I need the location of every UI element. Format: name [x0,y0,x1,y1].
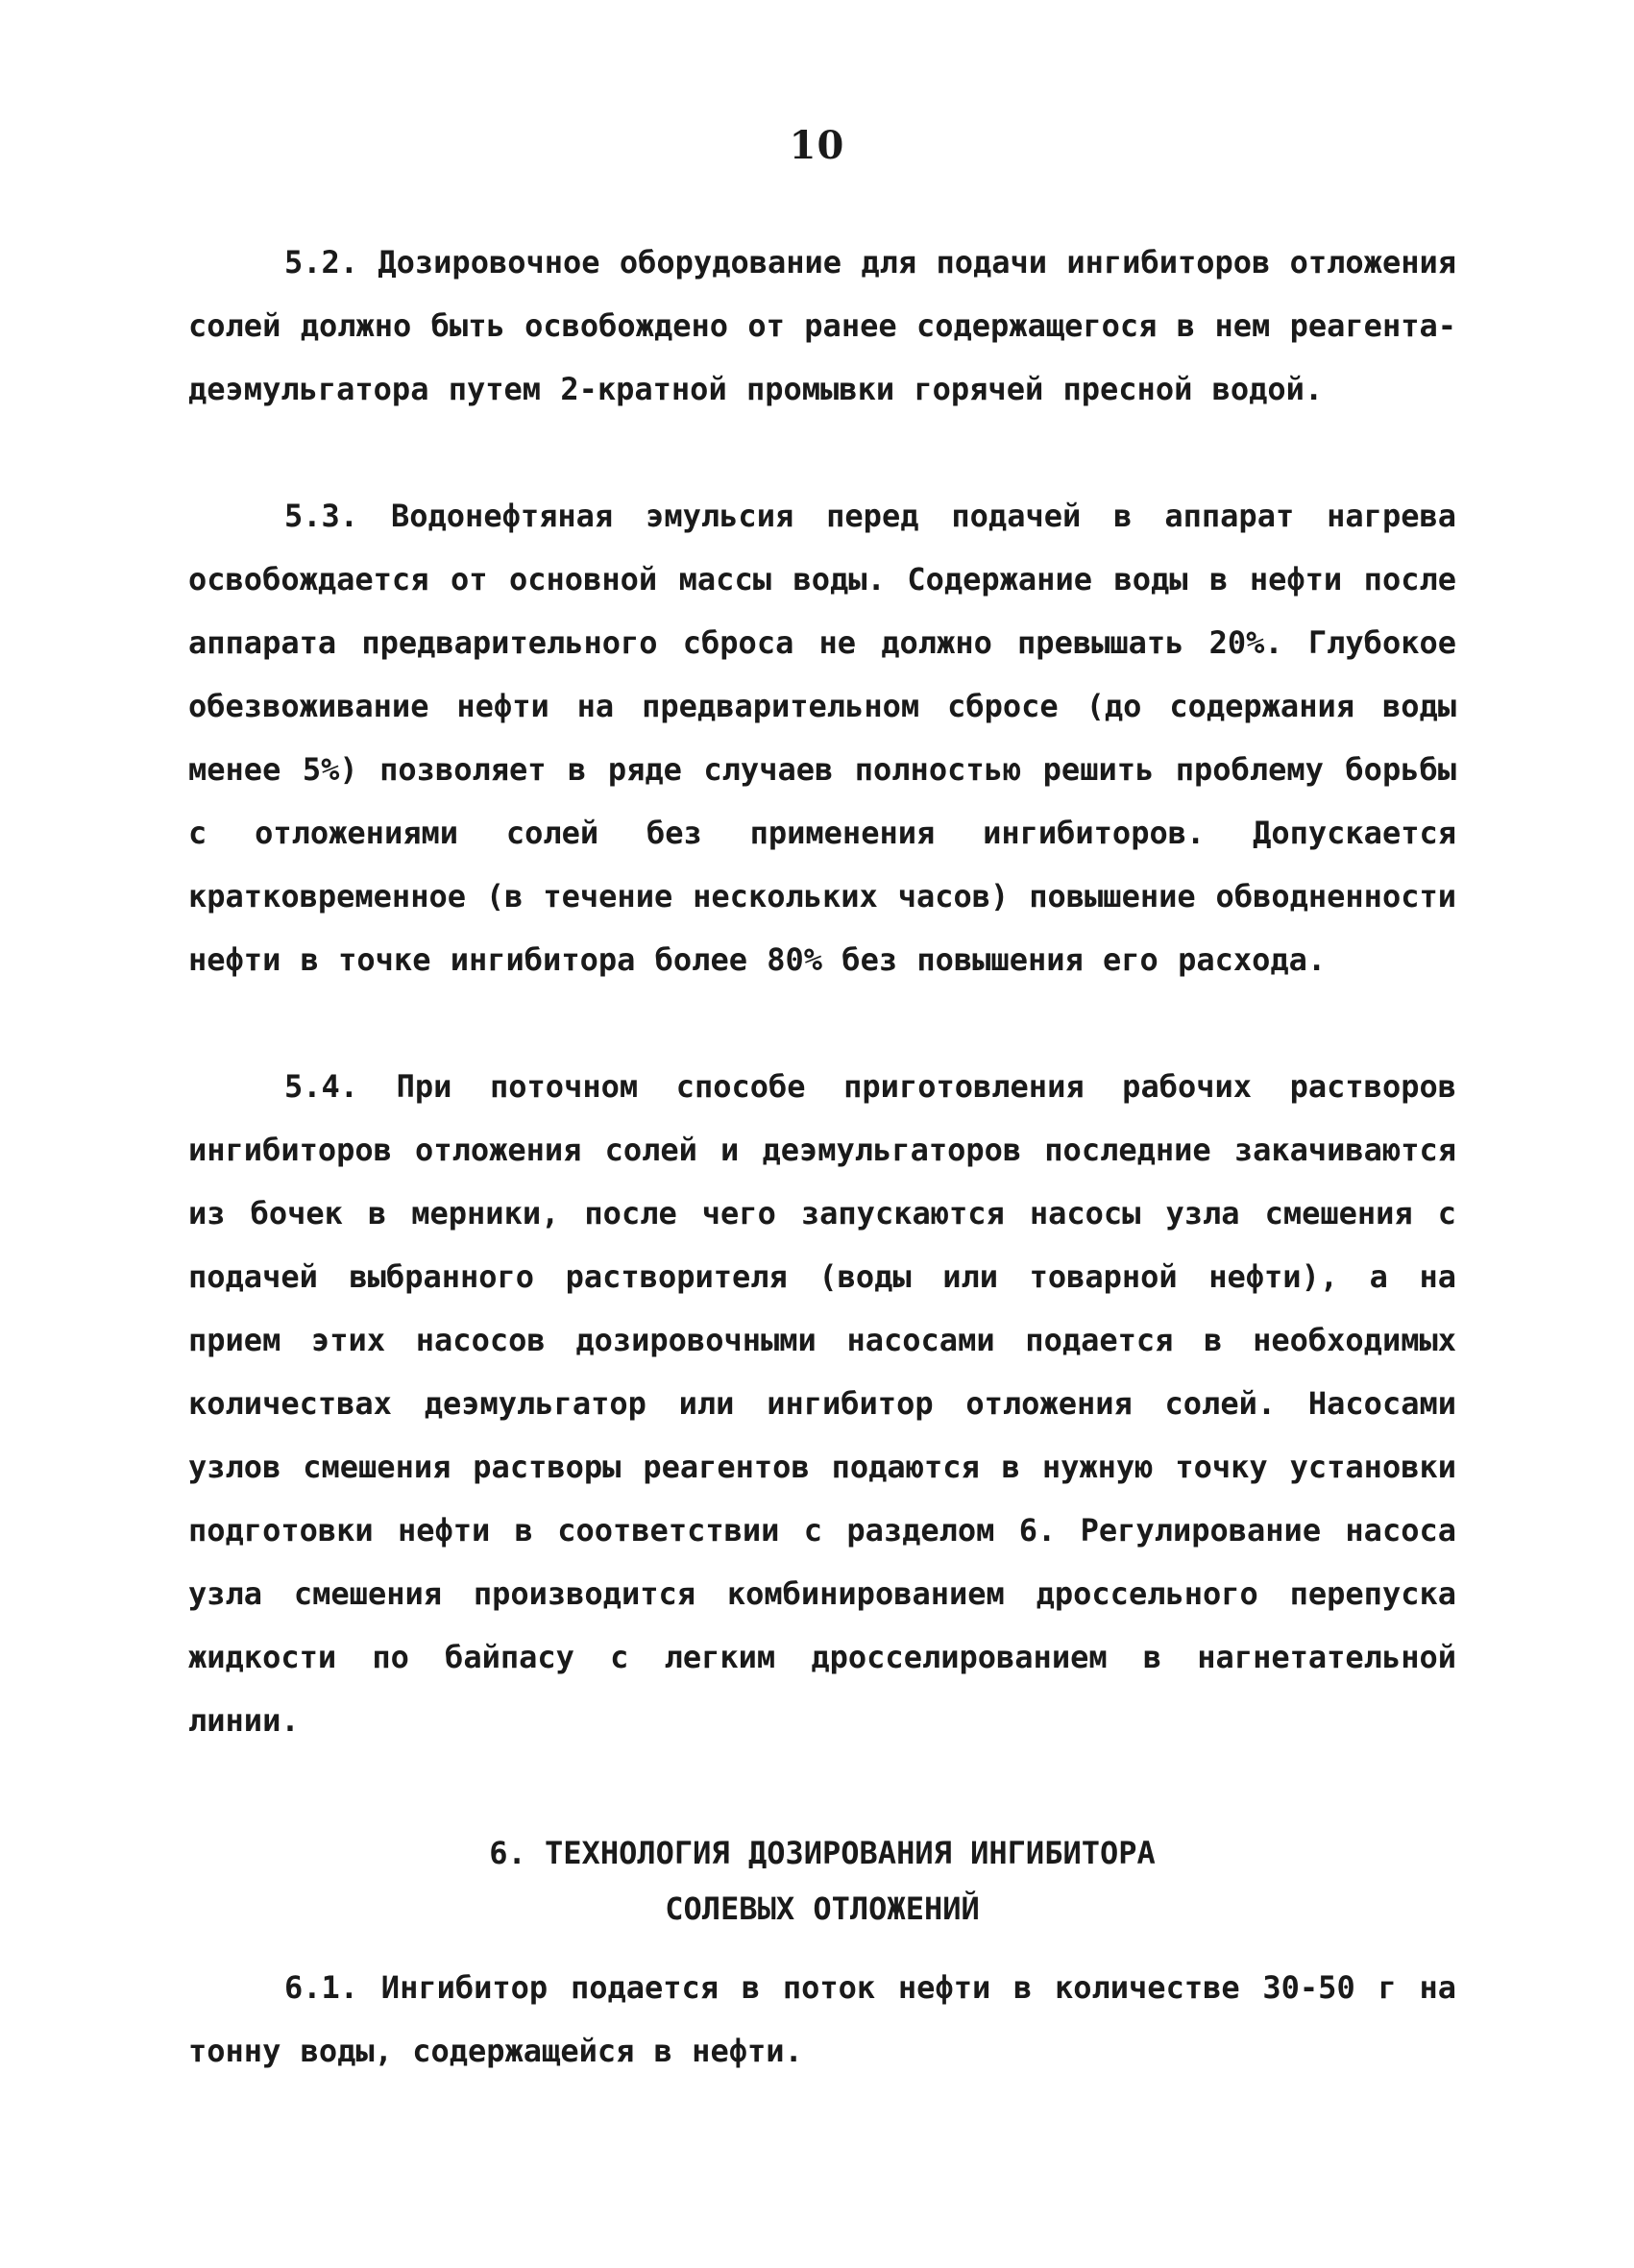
paragraph-5-4: 5.4. При поточном способе приготовления рабочих растворов ингибиторов отложения солей и деэмульгаторов последние закачиваются из бочек в мерники, после чего запускаются насосы узла смешения с подачей выбранного растворителя (воды или товарной нефти), а на прием этих насосов дозировочными насосами подается в необходимых количествах деэмульгатор или ингибитор отложения солей. Насосами узлов смешения растворы реагентов подаются в нужную точку установки подготовки нефти в соответствии с разделом 6. Регулирование насоса узла смешения производится комбинированием дроссельного перепуска жидкости по байпасу с легким дросселированием в нагнетательной линии. [188,1068,1456,1739]
paragraph-5-3: 5.3. Водонефтяная эмульсия перед подачей в аппарат нагрева освобождается от основной массы воды. Содержание воды в нефти после аппарата предварительного сброса не должно превышать 20%. Глубокое обезвоживание нефти на предварительном сбросе (до содержания воды менее 5%) позволяет в ряде случаев полностью решить проблему борьбы с отложениями солей без применения ингибиторов. Допускается кратковременное (в течение нескольких часов) повышение обводненности нефти в точке ингибитора более 80% без повышения его расхода. [188,498,1456,978]
paragraph-6-1: 6.1. Ингибитор подается в поток нефти в количестве 30-50 г на тонну воды, содержащейся в нефти. [188,1969,1456,2069]
page-number: 10 [789,123,845,168]
section-6-heading [188,1825,1456,1937]
section-6-heading-line-2: СОЛЕВЫХ ОТЛОЖЕНИЙ [665,1890,980,1927]
section-6-heading-line-1: 6. ТЕХНОЛОГИЯ ДОЗИРОВАНИЯ ИНГИБИТОРА [489,1835,1156,1871]
paragraph-5-2: 5.2. Дозировочное оборудование для подачи ингибиторов отложения солей должно быть освобождено от ранее содержащегося в нем реагента-деэмульгатора путем 2-кратной промывки горячей пресной водой. [188,244,1456,407]
